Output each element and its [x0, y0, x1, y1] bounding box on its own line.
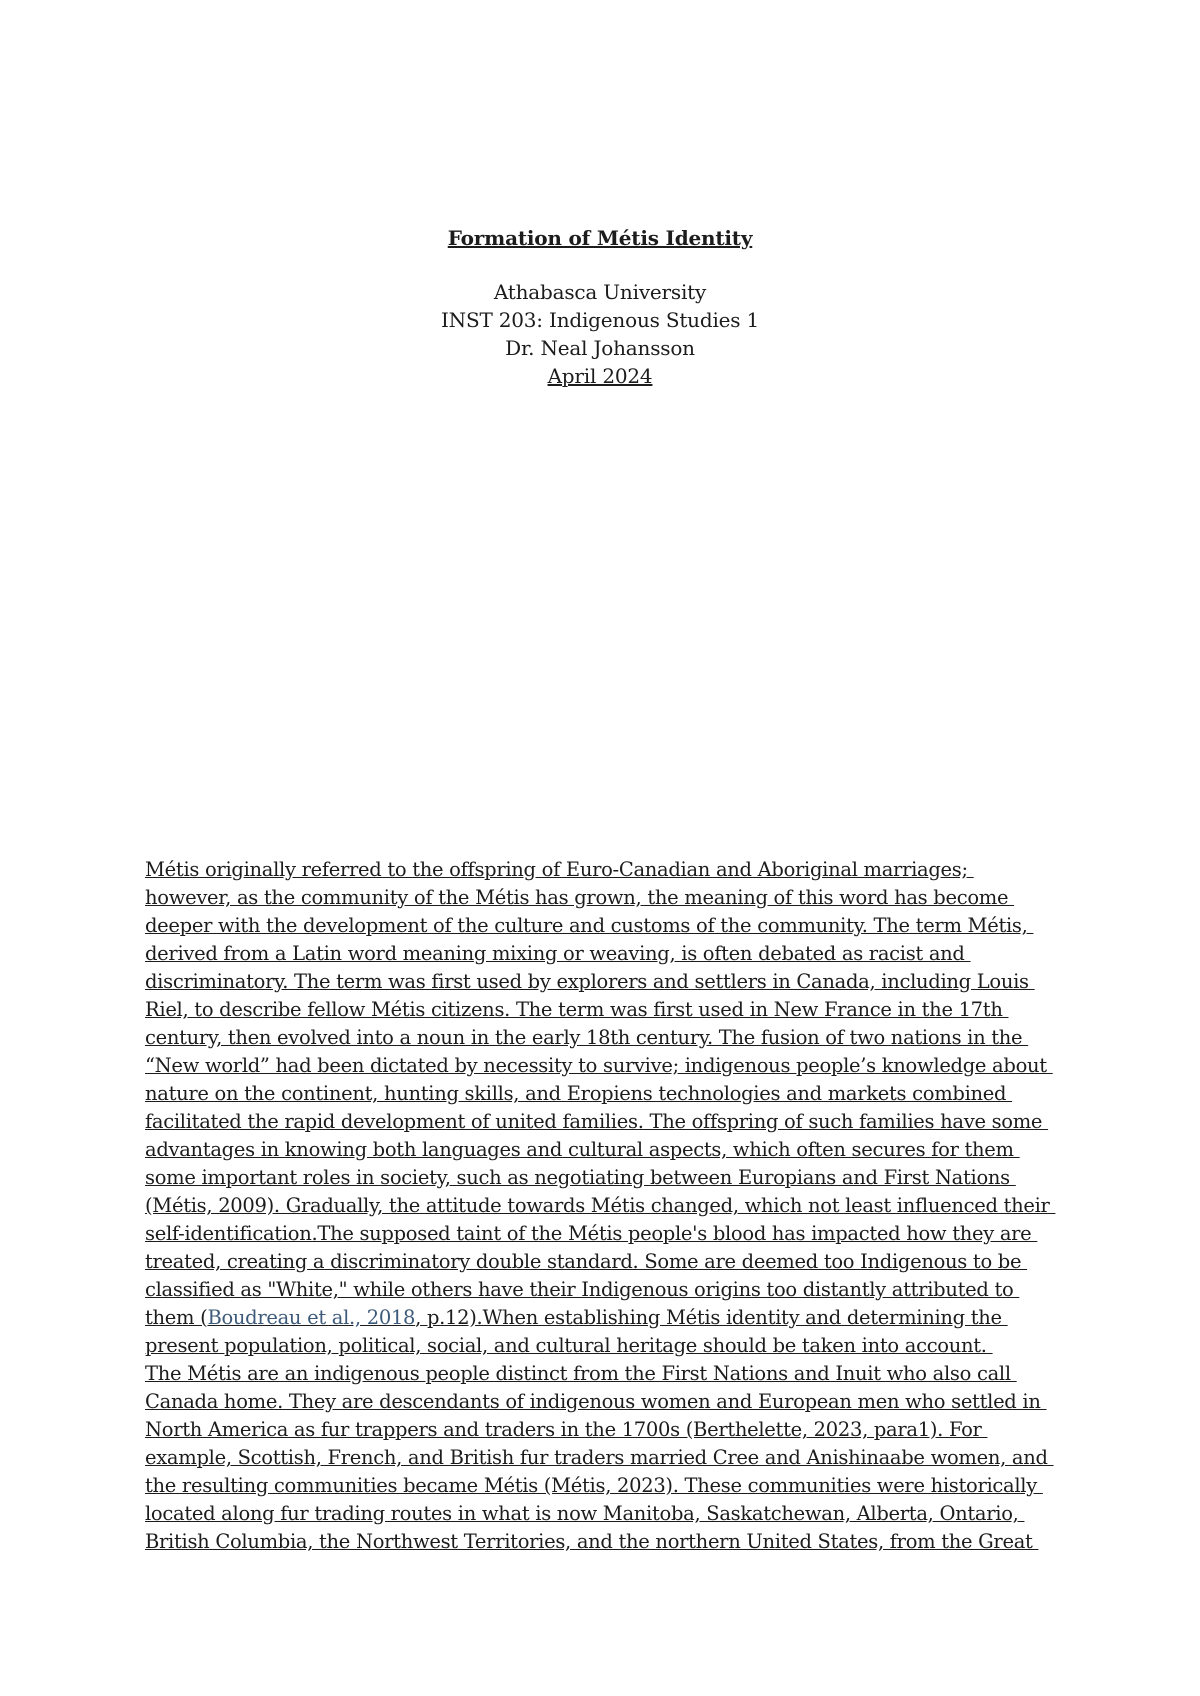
citation-suffix: , p.12).When establishing Métis identity and determining the	[415, 1306, 1008, 1329]
body-line: present population, political, social, and cultural heritage should be taken into account.	[145, 1334, 993, 1357]
body-line: The Métis are an indigenous people distinct from the First Nations and Inuit who also call	[145, 1362, 1017, 1385]
body-line: deeper with the development of the culture and customs of the community. The term Métis,	[145, 914, 1034, 937]
body-line: treated, creating a discriminatory double standard. Some are deemed too Indigenous to be	[145, 1250, 1028, 1273]
body-line: located along fur trading routes in what is now Manitoba, Saskatchewan, Alberta, Ontario,	[145, 1502, 1025, 1525]
document-title: Formation of Métis Identity	[447, 226, 753, 250]
body-line: derived from a Latin word meaning mixing or weaving, is often debated as racist and	[145, 942, 971, 965]
body-line: facilitated the rapid development of united families. The offspring of such families have some	[145, 1110, 1049, 1133]
body-line: Riel, to describe fellow Métis citizens. The term was first used in New France in the 17th	[145, 998, 1009, 1021]
body-line: however, as the community of the Métis has grown, the meaning of this word has become	[145, 886, 1015, 909]
body-line: the resulting communities became Métis (Métis, 2023). These communities were historically	[145, 1474, 1043, 1497]
body-line: (Métis, 2009). Gradually, the attitude towards Métis changed, which not least influenced their	[145, 1194, 1056, 1217]
body-line: “New world” had been dictated by necessity to survive; indigenous people’s knowledge about	[145, 1054, 1053, 1077]
instructor-name: Dr. Neal Johansson	[505, 336, 695, 360]
title-block	[0, 224, 1200, 390]
body-line: nature on the continent, hunting skills, and Eropiens technologies and markets combined	[145, 1082, 1013, 1105]
submission-date	[0, 362, 1200, 390]
body-line: advantages in knowing both languages and cultural aspects, which often secures for them	[145, 1138, 1020, 1161]
body-line: self-identification.The supposed taint of the Métis people's blood has impacted how they are	[145, 1222, 1038, 1245]
university-name: Athabasca University	[493, 280, 707, 304]
body-line: some important roles in society, such as negotiating between Europians and First Nations	[145, 1166, 1016, 1189]
date-text: April 2024	[547, 364, 653, 388]
body-line: Métis originally referred to the offspring of Euro-Canadian and Aboriginal marriages;	[145, 858, 974, 881]
body-line: century, then evolved into a noun in the early 18th century. The fusion of two nations in the	[145, 1026, 1029, 1049]
body-line: Canada home. They are descendants of indigenous women and European men who settled in	[145, 1390, 1047, 1413]
body-paragraph	[145, 856, 1065, 1556]
body-line: example, Scottish, French, and British fur traders married Cree and Anishinaabe women, and	[145, 1446, 1054, 1469]
title-spacer	[0, 252, 1200, 278]
body-line: British Columbia, the Northwest Territories, and the northern United States, from the Great	[145, 1530, 1039, 1553]
body-line: North America as fur trappers and traders in the 1700s (Berthelette, 2023, para1). For	[145, 1418, 988, 1441]
body-line: classified as "White," while others have their Indigenous origins too distantly attributed to	[145, 1278, 1020, 1301]
citation-link[interactable]: Boudreau et al., 2018	[207, 1306, 416, 1329]
citation-prefix: them (	[145, 1306, 208, 1329]
citation-line	[145, 1304, 1065, 1332]
body-line: discriminatory. The term was first used by explorers and settlers in Canada, including Louis	[145, 970, 1035, 993]
course-name: INST 203: Indigenous Studies 1	[440, 308, 760, 332]
